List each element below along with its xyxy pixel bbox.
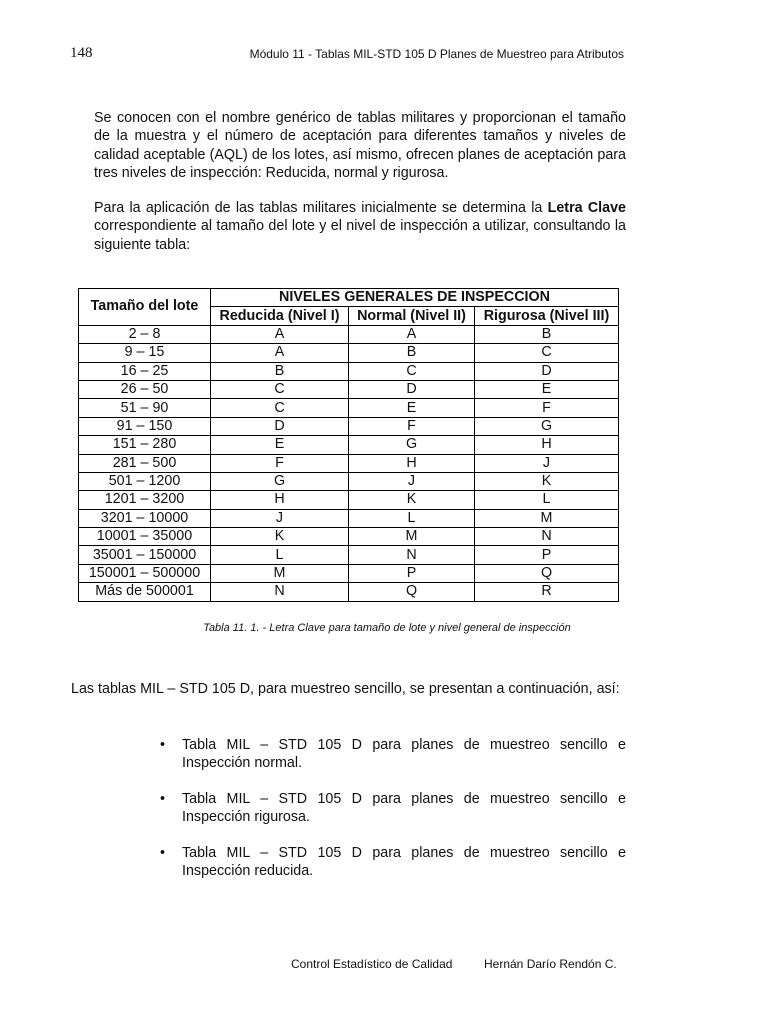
footer-course: Control Estadístico de Calidad bbox=[291, 957, 453, 971]
letter-code-cell: H bbox=[349, 454, 475, 472]
table-row bbox=[79, 528, 619, 546]
letter-code-cell: C bbox=[211, 399, 349, 417]
lot-size-cell: 91 – 150 bbox=[79, 417, 211, 435]
letter-code-cell: K bbox=[349, 491, 475, 509]
lot-size-cell: 16 – 25 bbox=[79, 362, 211, 380]
list-item-text: Tabla MIL – STD 105 D para planes de muestreo sencillo e Inspección reducida. bbox=[182, 845, 626, 879]
lot-size-cell: Más de 500001 bbox=[79, 583, 211, 601]
letter-code-cell: N bbox=[211, 583, 349, 601]
lot-size-cell: 51 – 90 bbox=[79, 399, 211, 417]
letter-code-cell: N bbox=[349, 546, 475, 564]
level-reduced-header: Reducida (Nivel I) bbox=[211, 307, 349, 325]
letter-code-cell: K bbox=[475, 472, 619, 490]
lot-size-cell: 501 – 1200 bbox=[79, 472, 211, 490]
letter-code-cell: F bbox=[475, 399, 619, 417]
letter-code-cell: D bbox=[211, 417, 349, 435]
application-text-before: Para la aplicación de las tablas militares inicialmente se determina la bbox=[94, 200, 548, 216]
level-rigorous-header: Rigurosa (Nivel III) bbox=[475, 307, 619, 325]
table-row bbox=[79, 399, 619, 417]
table-row bbox=[79, 564, 619, 582]
list-item bbox=[160, 737, 626, 772]
footer-author: Hernán Darío Rendón C. bbox=[484, 957, 617, 971]
table-row bbox=[79, 325, 619, 343]
letter-code-cell: R bbox=[475, 583, 619, 601]
lot-size-cell: 3201 – 10000 bbox=[79, 509, 211, 527]
letter-code-cell: N bbox=[475, 528, 619, 546]
letter-code-cell: C bbox=[349, 362, 475, 380]
intro-paragraph: Se conocen con el nombre genérico de tablas militares y proporcionan el tamaño de la muestra y el número de aceptación para diferentes tamaños y niveles de calidad aceptable (AQL) de los lotes, así mismo, ofrecen planes de aceptación para tres niveles de inspección: Reducida, normal y rigurosa. bbox=[94, 110, 626, 182]
letter-code-cell: B bbox=[475, 325, 619, 343]
application-text-after: correspondiente al tamaño del lote y el nivel de inspección a utilizar, consultando la siguiente tabla: bbox=[94, 218, 626, 253]
letter-code-cell: B bbox=[211, 362, 349, 380]
table-row bbox=[79, 583, 619, 601]
letter-code-cell: F bbox=[349, 417, 475, 435]
table-row bbox=[79, 380, 619, 398]
lot-size-cell: 281 – 500 bbox=[79, 454, 211, 472]
level-normal-header: Normal (Nivel II) bbox=[349, 307, 475, 325]
letter-code-cell: H bbox=[475, 436, 619, 454]
letter-code-cell: L bbox=[349, 509, 475, 527]
list-item-text: Tabla MIL – STD 105 D para planes de muestreo sencillo e Inspección rigurosa. bbox=[182, 791, 626, 825]
lot-size-cell: 1201 – 3200 bbox=[79, 491, 211, 509]
letra-clave-table bbox=[78, 288, 619, 602]
table-row bbox=[79, 454, 619, 472]
letra-clave-table-container bbox=[78, 288, 619, 602]
letter-code-cell: A bbox=[349, 325, 475, 343]
lot-size-cell: 35001 – 150000 bbox=[79, 546, 211, 564]
bullet-icon: • bbox=[160, 737, 166, 753]
letter-code-cell: M bbox=[475, 509, 619, 527]
list-item-text: Tabla MIL – STD 105 D para planes de muestreo sencillo e Inspección normal. bbox=[182, 737, 626, 771]
letter-code-cell: P bbox=[475, 546, 619, 564]
lot-size-header: Tamaño del lote bbox=[79, 289, 211, 326]
letter-code-cell: D bbox=[349, 380, 475, 398]
letter-code-cell: P bbox=[349, 564, 475, 582]
lot-size-cell: 9 – 15 bbox=[79, 344, 211, 362]
letter-code-cell: J bbox=[211, 509, 349, 527]
table-row bbox=[79, 472, 619, 490]
letter-code-cell: L bbox=[475, 491, 619, 509]
running-header: Módulo 11 - Tablas MIL-STD 105 D Planes de Muestreo para Atributos bbox=[249, 47, 624, 61]
lot-size-cell: 10001 – 35000 bbox=[79, 528, 211, 546]
letter-code-cell: G bbox=[211, 472, 349, 490]
letter-code-cell: M bbox=[211, 564, 349, 582]
table-row bbox=[79, 546, 619, 564]
letter-code-cell: E bbox=[349, 399, 475, 417]
letter-code-cell: L bbox=[211, 546, 349, 564]
table-body bbox=[79, 325, 619, 601]
bullet-list bbox=[160, 737, 626, 900]
table-row bbox=[79, 417, 619, 435]
letter-code-cell: M bbox=[349, 528, 475, 546]
letra-clave-term: Letra Clave bbox=[547, 200, 626, 216]
letter-code-cell: H bbox=[211, 491, 349, 509]
application-paragraph bbox=[94, 199, 626, 254]
list-item bbox=[160, 791, 626, 826]
table-caption: Tabla 11. 1. - Letra Clave para tamaño de lote y nivel general de inspección bbox=[203, 622, 571, 634]
bullet-icon: • bbox=[160, 845, 166, 862]
tables-intro-paragraph: Las tablas MIL – STD 105 D, para muestreo sencillo, se presentan a continuación, así: bbox=[71, 681, 620, 697]
letter-code-cell: E bbox=[211, 436, 349, 454]
letter-code-cell: C bbox=[211, 380, 349, 398]
letter-code-cell: C bbox=[475, 344, 619, 362]
letter-code-cell: G bbox=[475, 417, 619, 435]
table-row bbox=[79, 436, 619, 454]
list-item bbox=[160, 845, 626, 880]
table-row bbox=[79, 344, 619, 362]
letter-code-cell: J bbox=[349, 472, 475, 490]
table-row bbox=[79, 491, 619, 509]
lot-size-cell: 26 – 50 bbox=[79, 380, 211, 398]
page-number: 148 bbox=[70, 45, 93, 61]
lot-size-cell: 151 – 280 bbox=[79, 436, 211, 454]
letter-code-cell: Q bbox=[475, 564, 619, 582]
table-row bbox=[79, 362, 619, 380]
letter-code-cell: J bbox=[475, 454, 619, 472]
lot-size-cell: 150001 – 500000 bbox=[79, 564, 211, 582]
inspection-levels-header: NIVELES GENERALES DE INSPECCION bbox=[211, 289, 619, 307]
table-row bbox=[79, 509, 619, 527]
lot-size-cell: 2 – 8 bbox=[79, 325, 211, 343]
letter-code-cell: F bbox=[211, 454, 349, 472]
letter-code-cell: D bbox=[475, 362, 619, 380]
letter-code-cell: A bbox=[211, 325, 349, 343]
letter-code-cell: B bbox=[349, 344, 475, 362]
letter-code-cell: E bbox=[475, 380, 619, 398]
bullet-icon: • bbox=[160, 791, 166, 808]
letter-code-cell: Q bbox=[349, 583, 475, 601]
letter-code-cell: G bbox=[349, 436, 475, 454]
letter-code-cell: A bbox=[211, 344, 349, 362]
letter-code-cell: K bbox=[211, 528, 349, 546]
